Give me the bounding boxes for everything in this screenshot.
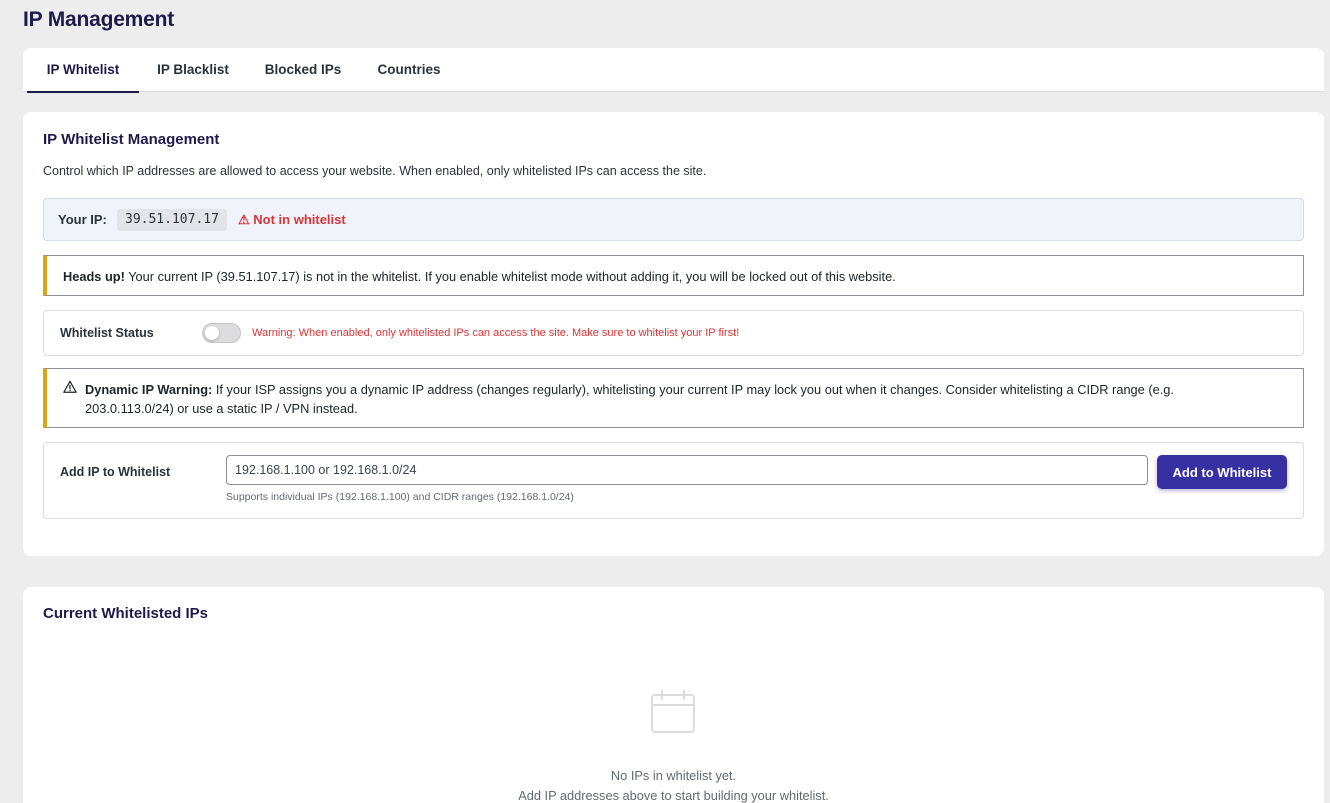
empty-state-hint: Add IP addresses above to start building your whitelist. <box>518 788 829 803</box>
add-ip-label: Add IP to Whitelist <box>60 465 171 479</box>
dynamic-ip-notice <box>43 368 1304 428</box>
toggle-knob <box>205 326 219 340</box>
heads-up-notice <box>43 255 1304 296</box>
whitelist-status-row <box>43 310 1304 356</box>
your-ip-label: Your IP: <box>58 212 107 227</box>
section-title: IP Whitelist Management <box>43 131 220 148</box>
warning-icon <box>63 380 77 394</box>
calendar-icon <box>650 690 696 734</box>
add-ip-row <box>43 442 1304 519</box>
ip-address-input[interactable] <box>226 455 1148 485</box>
your-ip-value: 39.51.107.17 <box>117 209 227 231</box>
empty-state-title: No IPs in whitelist yet. <box>610 768 737 783</box>
whitelist-status-label: Whitelist Status <box>60 326 154 340</box>
heads-up-message: Your current IP (39.51.107.17) is not in the whitelist. If you enable whitelist mode without adding it, you will be locked out of this website. <box>124 269 896 284</box>
your-ip-box <box>43 198 1304 241</box>
tab-countries[interactable]: Countries <box>377 62 441 77</box>
heads-up-strong: Heads up! <box>63 269 125 284</box>
tab-ip-blacklist[interactable]: IP Blacklist <box>157 62 229 77</box>
add-to-whitelist-button[interactable]: Add to Whitelist <box>1157 455 1287 489</box>
tab-ip-whitelist[interactable]: IP Whitelist <box>27 48 139 93</box>
current-whitelist-card <box>23 587 1324 803</box>
page-title: IP Management <box>23 8 175 31</box>
heads-up-text <box>63 269 896 284</box>
dynamic-ip-text <box>85 380 1265 418</box>
dynamic-ip-message: If your ISP assigns you a dynamic IP address (changes regularly), whitelisting your current IP may lock you out when it changes. Consider whitelisting a CIDR range (e.g. 203.0.113.0/24) or use a static IP / VPN instead. <box>85 382 1174 416</box>
current-whitelist-title: Current Whitelisted IPs <box>43 605 209 622</box>
ip-input-help: Supports individual IPs (192.168.1.100) and CIDR ranges (192.168.1.0/24) <box>226 491 574 503</box>
section-description: Control which IP addresses are allowed to access your website. When enabled, only whitelisted IPs can access the site. <box>43 164 707 178</box>
whitelist-status-toggle[interactable] <box>202 323 241 343</box>
whitelist-status-warning: Warning: When enabled, only whitelisted IPs can access the site. Make sure to whitelist your IP first! <box>252 327 740 339</box>
ip-status-badge: ⚠ Not in whitelist <box>238 212 346 227</box>
dynamic-ip-strong: Dynamic IP Warning: <box>85 382 213 397</box>
tab-blocked-ips[interactable]: Blocked IPs <box>264 62 342 77</box>
tab-bar <box>23 48 1324 92</box>
whitelist-management-card <box>23 112 1324 556</box>
